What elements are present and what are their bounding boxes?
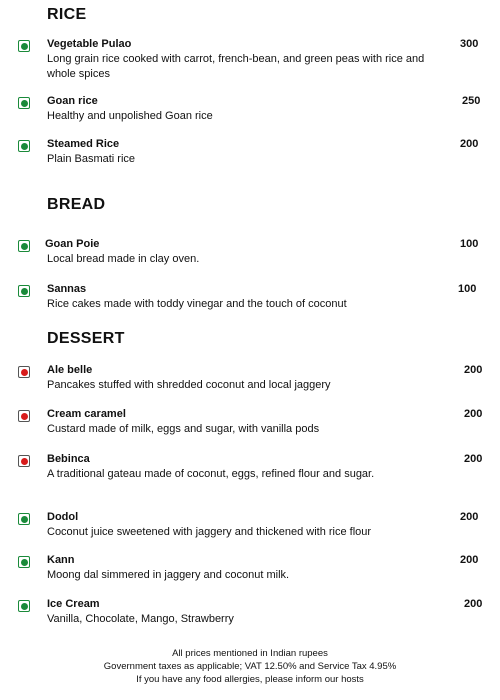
item-description: A traditional gateau made of coconut, eggs, refined flour and sugar.: [47, 468, 375, 480]
nonveg-indicator-icon: [18, 410, 30, 422]
item-description: Rice cakes made with toddy vinegar and the touch of coconut: [47, 298, 347, 310]
item-description: Custard made of milk, eggs and sugar, with vanilla pods: [47, 423, 320, 435]
item-name: Sannas: [47, 283, 87, 295]
item-price: 300: [460, 38, 479, 50]
item-price: 100: [460, 238, 479, 250]
section-title-rice: RICE: [47, 6, 87, 23]
item-price: 200: [464, 598, 483, 610]
veg-indicator-icon: [18, 240, 30, 252]
veg-indicator-icon: [18, 556, 30, 568]
footer-tax-note: Government taxes as applicable; VAT 12.50% and Service Tax 4.95%: [103, 661, 397, 672]
veg-indicator-icon: [18, 513, 30, 525]
item-name: Goan rice: [47, 95, 98, 107]
footer-allergy-note: If you have any food allergies, please inform our hosts: [136, 674, 364, 685]
item-description: Vanilla, Chocolate, Mango, Strawberry: [47, 613, 234, 625]
item-name: Cream caramel: [47, 408, 126, 420]
item-price: 200: [464, 408, 483, 420]
veg-indicator-icon: [18, 600, 30, 612]
item-description: Local bread made in clay oven.: [47, 253, 200, 265]
item-name: Ice Cream: [47, 598, 100, 610]
footer-currency-note: All prices mentioned in Indian rupees: [172, 648, 328, 659]
item-price: 200: [460, 138, 479, 150]
section-title-dessert: DESSERT: [47, 330, 125, 347]
item-description: Long grain rice cooked with carrot, french-bean, and green peas with rice and whole spices: [47, 53, 425, 80]
veg-indicator-icon: [18, 97, 30, 109]
item-price: 200: [464, 364, 483, 376]
item-name: Steamed Rice: [47, 138, 120, 150]
item-price: 200: [460, 554, 479, 566]
item-description: Healthy and unpolished Goan rice: [47, 110, 213, 122]
item-price: 250: [462, 95, 481, 107]
item-name: Goan Poie: [45, 238, 100, 250]
item-description: Coconut juice sweetened with jaggery and thickened with rice flour: [47, 526, 372, 538]
nonveg-indicator-icon: [18, 366, 30, 378]
menu-footer: [0, 647, 500, 686]
item-name: Dodol: [47, 511, 79, 523]
item-description: Pancakes stuffed with shredded coconut and local jaggery: [47, 379, 331, 391]
item-price: 200: [464, 453, 483, 465]
item-name: Ale belle: [47, 364, 93, 376]
veg-indicator-icon: [18, 140, 30, 152]
item-price: 200: [460, 511, 479, 523]
nonveg-indicator-icon: [18, 455, 30, 467]
veg-indicator-icon: [18, 40, 30, 52]
item-description: Moong dal simmered in jaggery and coconut milk.: [47, 569, 290, 581]
veg-indicator-icon: [18, 285, 30, 297]
item-name: Vegetable Pulao: [47, 38, 132, 50]
item-name: Bebinca: [47, 453, 90, 465]
item-description: Plain Basmati rice: [47, 153, 136, 165]
item-price: 100: [458, 283, 477, 295]
item-name: Kann: [47, 554, 75, 566]
section-title-bread: BREAD: [47, 196, 106, 213]
